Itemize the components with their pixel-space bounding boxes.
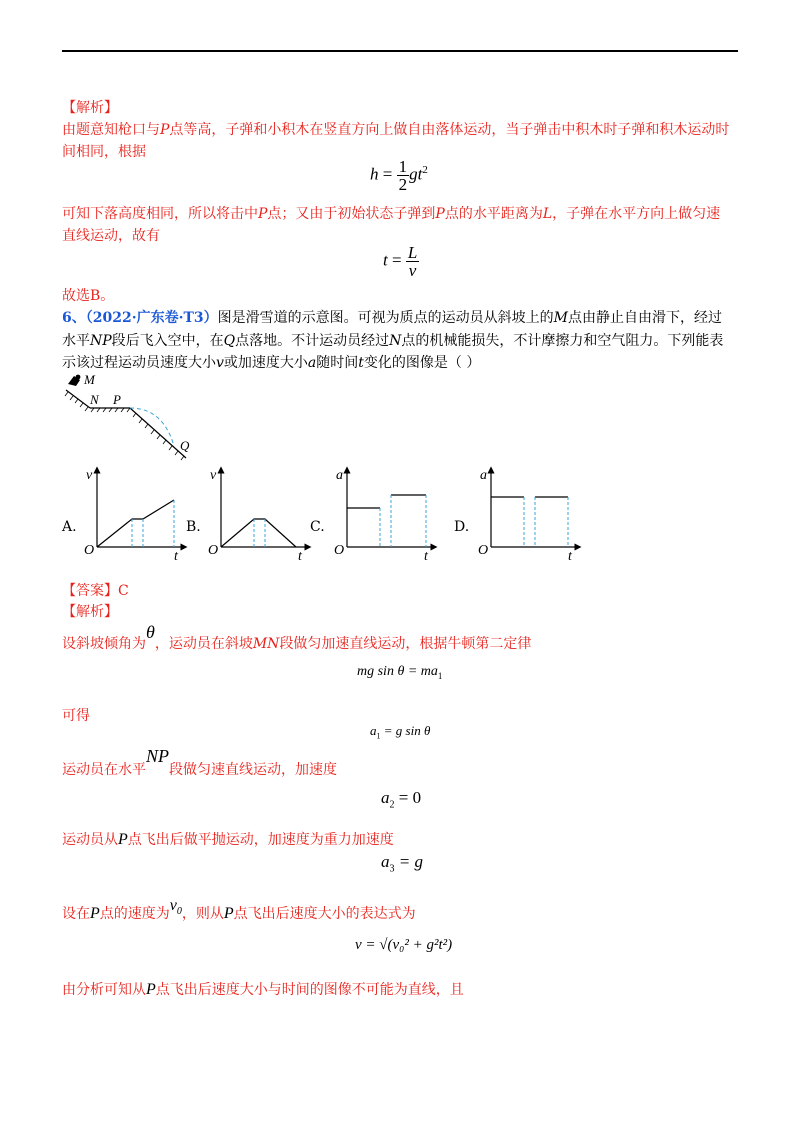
origin-label: O [84, 543, 95, 558]
y-axis-label: a [336, 468, 343, 483]
velocity-curve [221, 519, 296, 547]
option-c-graph[interactable] [330, 462, 440, 562]
skier-icon [68, 375, 80, 386]
option-d-graph[interactable] [474, 462, 584, 562]
analysis-line-3: 运动员在水平NP段做匀速直线运动，加速度 [62, 746, 338, 778]
analysis-line-2: 可得 [62, 708, 90, 724]
paragraph-1-line-1: 由题意知枪口与P点等高，子弹和小积木在竖直方向上做自由落体运动，当子弹击中积木时子弹和积木运动时 [62, 122, 730, 138]
jiexi-heading-1: 【解析】 [62, 100, 118, 116]
answer-heading: 【答案】C [62, 583, 129, 599]
origin-label: O [478, 543, 489, 558]
origin-label: O [334, 543, 345, 558]
label-n: N [90, 392, 99, 407]
equation-a3: $a_3 = g$ [381, 852, 423, 875]
landing-slope [130, 408, 186, 458]
y-axis-label: a [480, 468, 487, 483]
origin-label: O [208, 543, 219, 558]
option-b-graph[interactable] [204, 462, 314, 562]
guide-lines [254, 519, 265, 547]
equation-h: h = $\frac{1}{2}$ $gt^2$ [370, 157, 428, 194]
option-d-label[interactable]: D. [454, 519, 470, 535]
question-6-line-2: 水平NP段后飞入空中，在Q点落地。不计运动员经过N点的机械能损失，不计摩擦力和空气阻力。下列能表 [62, 333, 724, 349]
header-rule [62, 50, 738, 52]
option-b-label[interactable]: B. [186, 519, 201, 535]
label-p: P [113, 392, 121, 407]
x-axis-label: t [568, 549, 572, 562]
equation-velocity: v = √(v₀² + g²t²) [355, 937, 453, 953]
y-axis-label: v [210, 468, 217, 483]
x-axis-label: t [174, 549, 178, 562]
analysis-line-1: 设斜坡倾角为θ，运动员在斜坡MN段做匀加速直线运动，根据牛顿第二定律 [62, 622, 532, 652]
analysis-line-5: 设在P点的速度为$v_0$，则从P点飞出后速度大小的表达式为 [62, 897, 416, 922]
analysis-line-6: 由分析可知从P点飞出后速度大小与时间的图像不可能为直线，且 [62, 981, 464, 998]
x-axis-label: t [424, 549, 428, 562]
question-6-line-3: 示该过程运动员速度大小v或加速度大小a随时间t变化的图像是（ ） [62, 355, 481, 371]
guide-lines [132, 500, 174, 547]
equation-t: t = $\frac{L}{v}$ [383, 243, 418, 280]
label-m: M [84, 372, 95, 387]
equation-a2: $a_2 = 0$ [381, 788, 422, 811]
ski-slope-diagram [58, 372, 208, 468]
answer-line-1: 故选B。 [62, 288, 115, 304]
guide-lines [524, 497, 568, 547]
guide-lines [380, 495, 426, 547]
option-c-label[interactable]: C. [310, 519, 325, 535]
velocity-curve [97, 500, 174, 547]
y-axis-label: v [86, 468, 93, 483]
equation-a1: $a_1 = g$ sin θ [370, 723, 431, 741]
paragraph-2-line-2: 直线运动，故有 [62, 228, 160, 244]
question-6-line-1: 6、（2022·广东卷·T3）图是滑雪道的示意图。可视为质点的运动员从斜坡上的M点由静止自由滑下，经过 [62, 310, 722, 326]
paragraph-1-line-2: 间相同，根据 [62, 144, 146, 160]
jiexi-heading-2: 【解析】 [62, 604, 118, 620]
x-axis-label: t [298, 549, 302, 562]
label-q: Q [180, 438, 190, 453]
paragraph-2-line-1: 可知下落高度相同，所以将击中P点；又由于初始状态子弹到P点的水平距离为L，子弹在水平方向上做匀速 [62, 206, 721, 222]
equation-newton: mg $\sin \theta = ma_1$ [357, 664, 443, 681]
option-a-label[interactable]: A. [62, 519, 77, 535]
option-a-graph[interactable] [80, 462, 190, 562]
analysis-line-4: 运动员从P点飞出后做平抛运动，加速度为重力加速度 [62, 831, 394, 848]
